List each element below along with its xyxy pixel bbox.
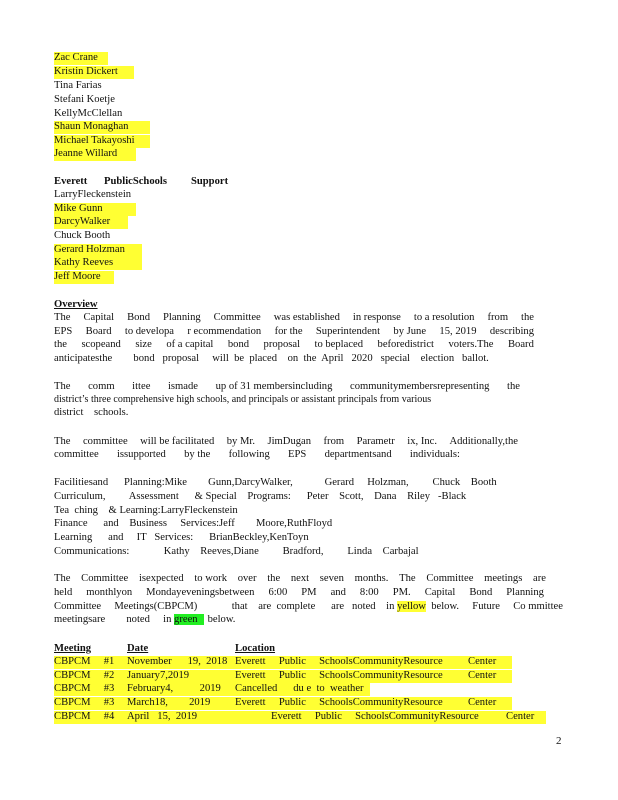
table-row (54, 697, 512, 710)
word: committee (82, 436, 128, 447)
table-row (54, 656, 512, 669)
table-row (54, 711, 546, 724)
support-heading-part: Support (191, 176, 229, 187)
cell-date: February4, 2019 (127, 683, 221, 694)
expected-line (54, 573, 546, 586)
facilitated-line (54, 436, 518, 449)
list-item: KellyMcClellan (54, 108, 123, 119)
word: voters.The (448, 339, 494, 350)
text-segment: Committee Meetings(CBPCM) that are complete are noted in (54, 601, 395, 612)
word: comm (88, 381, 115, 392)
table-header-row (54, 643, 534, 656)
word: r ecommendation (187, 326, 262, 337)
cell-location: Cancelled du e to weather (235, 683, 364, 694)
word: describing (489, 326, 534, 337)
word: Board (507, 339, 534, 350)
word: departmentsand (324, 449, 392, 460)
word: The (54, 381, 71, 392)
list-item: Curriculum, Assessment & Special Programs: Peter Scott, Dana Riley -Black (54, 491, 467, 502)
word: held (54, 587, 73, 598)
cell-date: November 19, 2018 (127, 656, 228, 667)
overview-line (54, 339, 534, 352)
cell-date: March18, 2019 (127, 697, 211, 708)
word: the (54, 339, 67, 350)
word: up of 31 membersincluding (215, 381, 333, 392)
facilitated-line (54, 449, 460, 462)
word: EPS (54, 326, 73, 337)
committee-line: district’s three comprehensive high schools, and principals or assistant principals from various (54, 394, 432, 405)
word: for the (274, 326, 303, 337)
list-item: Jeff Moore (54, 271, 114, 284)
word: communitymembersrepresenting (350, 381, 490, 392)
cell-location-end: Center (468, 656, 497, 667)
word: 15, 2019 (439, 326, 477, 337)
word: issupported (116, 449, 166, 460)
word: over (237, 573, 257, 584)
list-item: Communications: Kathy Reeves,Diane Bradford, Linda Carbajal (54, 546, 419, 557)
word: bond (227, 339, 250, 350)
word: months. (354, 573, 389, 584)
word: Committee (213, 312, 261, 323)
table-header-date: Date (127, 643, 149, 654)
word: Board (85, 326, 112, 337)
list-item: Shaun Monaghan (54, 121, 150, 134)
overview-line (54, 326, 534, 339)
list-item: Facilitiesand Planning:Mike Gunn,DarcyWalker, Gerard Holzman, Chuck Booth (54, 477, 497, 488)
cell-meeting: CBPCM #1 (54, 656, 115, 667)
word: following (228, 449, 270, 460)
word: size (135, 339, 152, 350)
cell-location: Everett Public SchoolsCommunityResource (271, 711, 479, 722)
word: was established (273, 312, 340, 323)
word: the (507, 381, 520, 392)
word: the (521, 312, 534, 323)
word: in response (352, 312, 401, 323)
word: Planning (163, 312, 201, 323)
word: meetings (484, 573, 523, 584)
support-heading-part: Everett (54, 176, 88, 187)
cell-location: Everett Public SchoolsCommunityResource (235, 697, 443, 708)
cell-location: Everett Public SchoolsCommunityResource (235, 656, 443, 667)
word: proposal (263, 339, 301, 350)
list-item: Kristin Dickert (54, 66, 134, 79)
word: beforedistrict (377, 339, 434, 350)
expected-line (54, 614, 235, 627)
word: Capital (424, 587, 456, 598)
word: Bond (127, 312, 151, 323)
table-row (54, 670, 512, 683)
word: 6:00 (268, 587, 288, 598)
word: seven (319, 573, 344, 584)
expected-line (54, 587, 544, 600)
word: from (323, 436, 345, 447)
list-item: Mike Gunn (54, 203, 136, 216)
word: by the (184, 449, 211, 460)
cell-date: April 15, 2019 (127, 711, 198, 722)
word: isexpected (138, 573, 184, 584)
overview-heading: Overview (54, 299, 98, 310)
word: are (533, 573, 546, 584)
word: Planning (506, 587, 544, 598)
cell-location: Everett Public SchoolsCommunityResource (235, 670, 443, 681)
list-item: Michael Takayoshi (54, 135, 150, 148)
word: individuals: (409, 449, 460, 460)
text-segment: meetingsare noted in (54, 614, 172, 625)
green-highlight-word: green (174, 614, 204, 625)
cell-meeting: CBPCM #2 (54, 670, 115, 681)
word: the (267, 573, 281, 584)
word: Mondayeveningsbetween (146, 587, 255, 598)
list-item: Tina Farias (54, 80, 102, 91)
list-item: Zac Crane (54, 52, 108, 65)
word: to work (194, 573, 228, 584)
word: of a capital (166, 339, 214, 350)
cell-location-end: Center (468, 670, 497, 681)
list-item: Learning and IT Services: BrianBeckley,KenToyn (54, 532, 309, 543)
word: Capital (83, 312, 115, 323)
cell-meeting: CBPCM #3 (54, 697, 115, 708)
yellow-highlight-word: yellow (397, 601, 426, 612)
table-row (54, 683, 370, 696)
support-heading-part: PublicSchools (104, 176, 167, 187)
word: Bond (469, 587, 493, 598)
word: ismade (167, 381, 198, 392)
text-segment: below. (207, 614, 236, 625)
cell-location-end: Center (506, 711, 535, 722)
word: PM (301, 587, 317, 598)
word: committee (54, 449, 99, 460)
list-item: Gerard Holzman (54, 244, 142, 257)
word: to developa (124, 326, 175, 337)
word: Additionally,the (449, 436, 518, 447)
cell-date: January7,2019 (127, 670, 190, 681)
list-item: Tea ching & Learning:LarryFleckenstein (54, 505, 238, 516)
word: ix, Inc. (407, 436, 438, 447)
word: Superintendent (315, 326, 381, 337)
word: to a resolution (413, 312, 475, 323)
word: PM. (392, 587, 411, 598)
word: JimDugan (267, 436, 312, 447)
word: from (487, 312, 509, 323)
word: Committee (426, 573, 474, 584)
list-item: Jeanne Willard (54, 148, 136, 161)
page-number: 2 (556, 735, 562, 747)
overview-line (54, 312, 534, 325)
word: by Mr. (226, 436, 256, 447)
word: The (54, 573, 71, 584)
cell-meeting: CBPCM #3 (54, 683, 115, 694)
text-segment: below. Future Co mmittee (425, 601, 563, 612)
word: to beplaced (314, 339, 364, 350)
word: and (330, 587, 346, 598)
list-item: LarryFleckenstein (54, 189, 132, 200)
word: ittee (132, 381, 151, 392)
list-item: Finance and Business Services:Jeff Moore,RuthFloyd (54, 518, 333, 529)
overview-line: anticipatesthe bond proposal will be placed on the April 2020 special election ballot. (54, 353, 489, 364)
list-item: DarcyWalker (54, 216, 128, 229)
word: next (290, 573, 310, 584)
word: monthlyon (86, 587, 133, 598)
support-heading (54, 176, 87, 189)
word: The (54, 312, 71, 323)
word: scopeand (81, 339, 121, 350)
word: Committee (81, 573, 129, 584)
word: 8:00 (359, 587, 379, 598)
word: The (399, 573, 416, 584)
table-header-meeting: Meeting (54, 643, 92, 654)
committee-line (54, 381, 520, 394)
word: will be facilitated (140, 436, 215, 447)
table-header-location: Location (235, 643, 276, 654)
cell-meeting: CBPCM #4 (54, 711, 115, 722)
word: Parametr (356, 436, 395, 447)
list-item: Chuck Booth (54, 230, 111, 241)
list-item: Kathy Reeves (54, 257, 142, 270)
expected-line (54, 601, 563, 614)
list-item: Stefani Koetje (54, 94, 115, 105)
word: EPS (288, 449, 307, 460)
cell-location-end: Center (468, 697, 497, 708)
committee-line: district schools. (54, 407, 129, 418)
word: by June (393, 326, 427, 337)
word: The (54, 436, 71, 447)
